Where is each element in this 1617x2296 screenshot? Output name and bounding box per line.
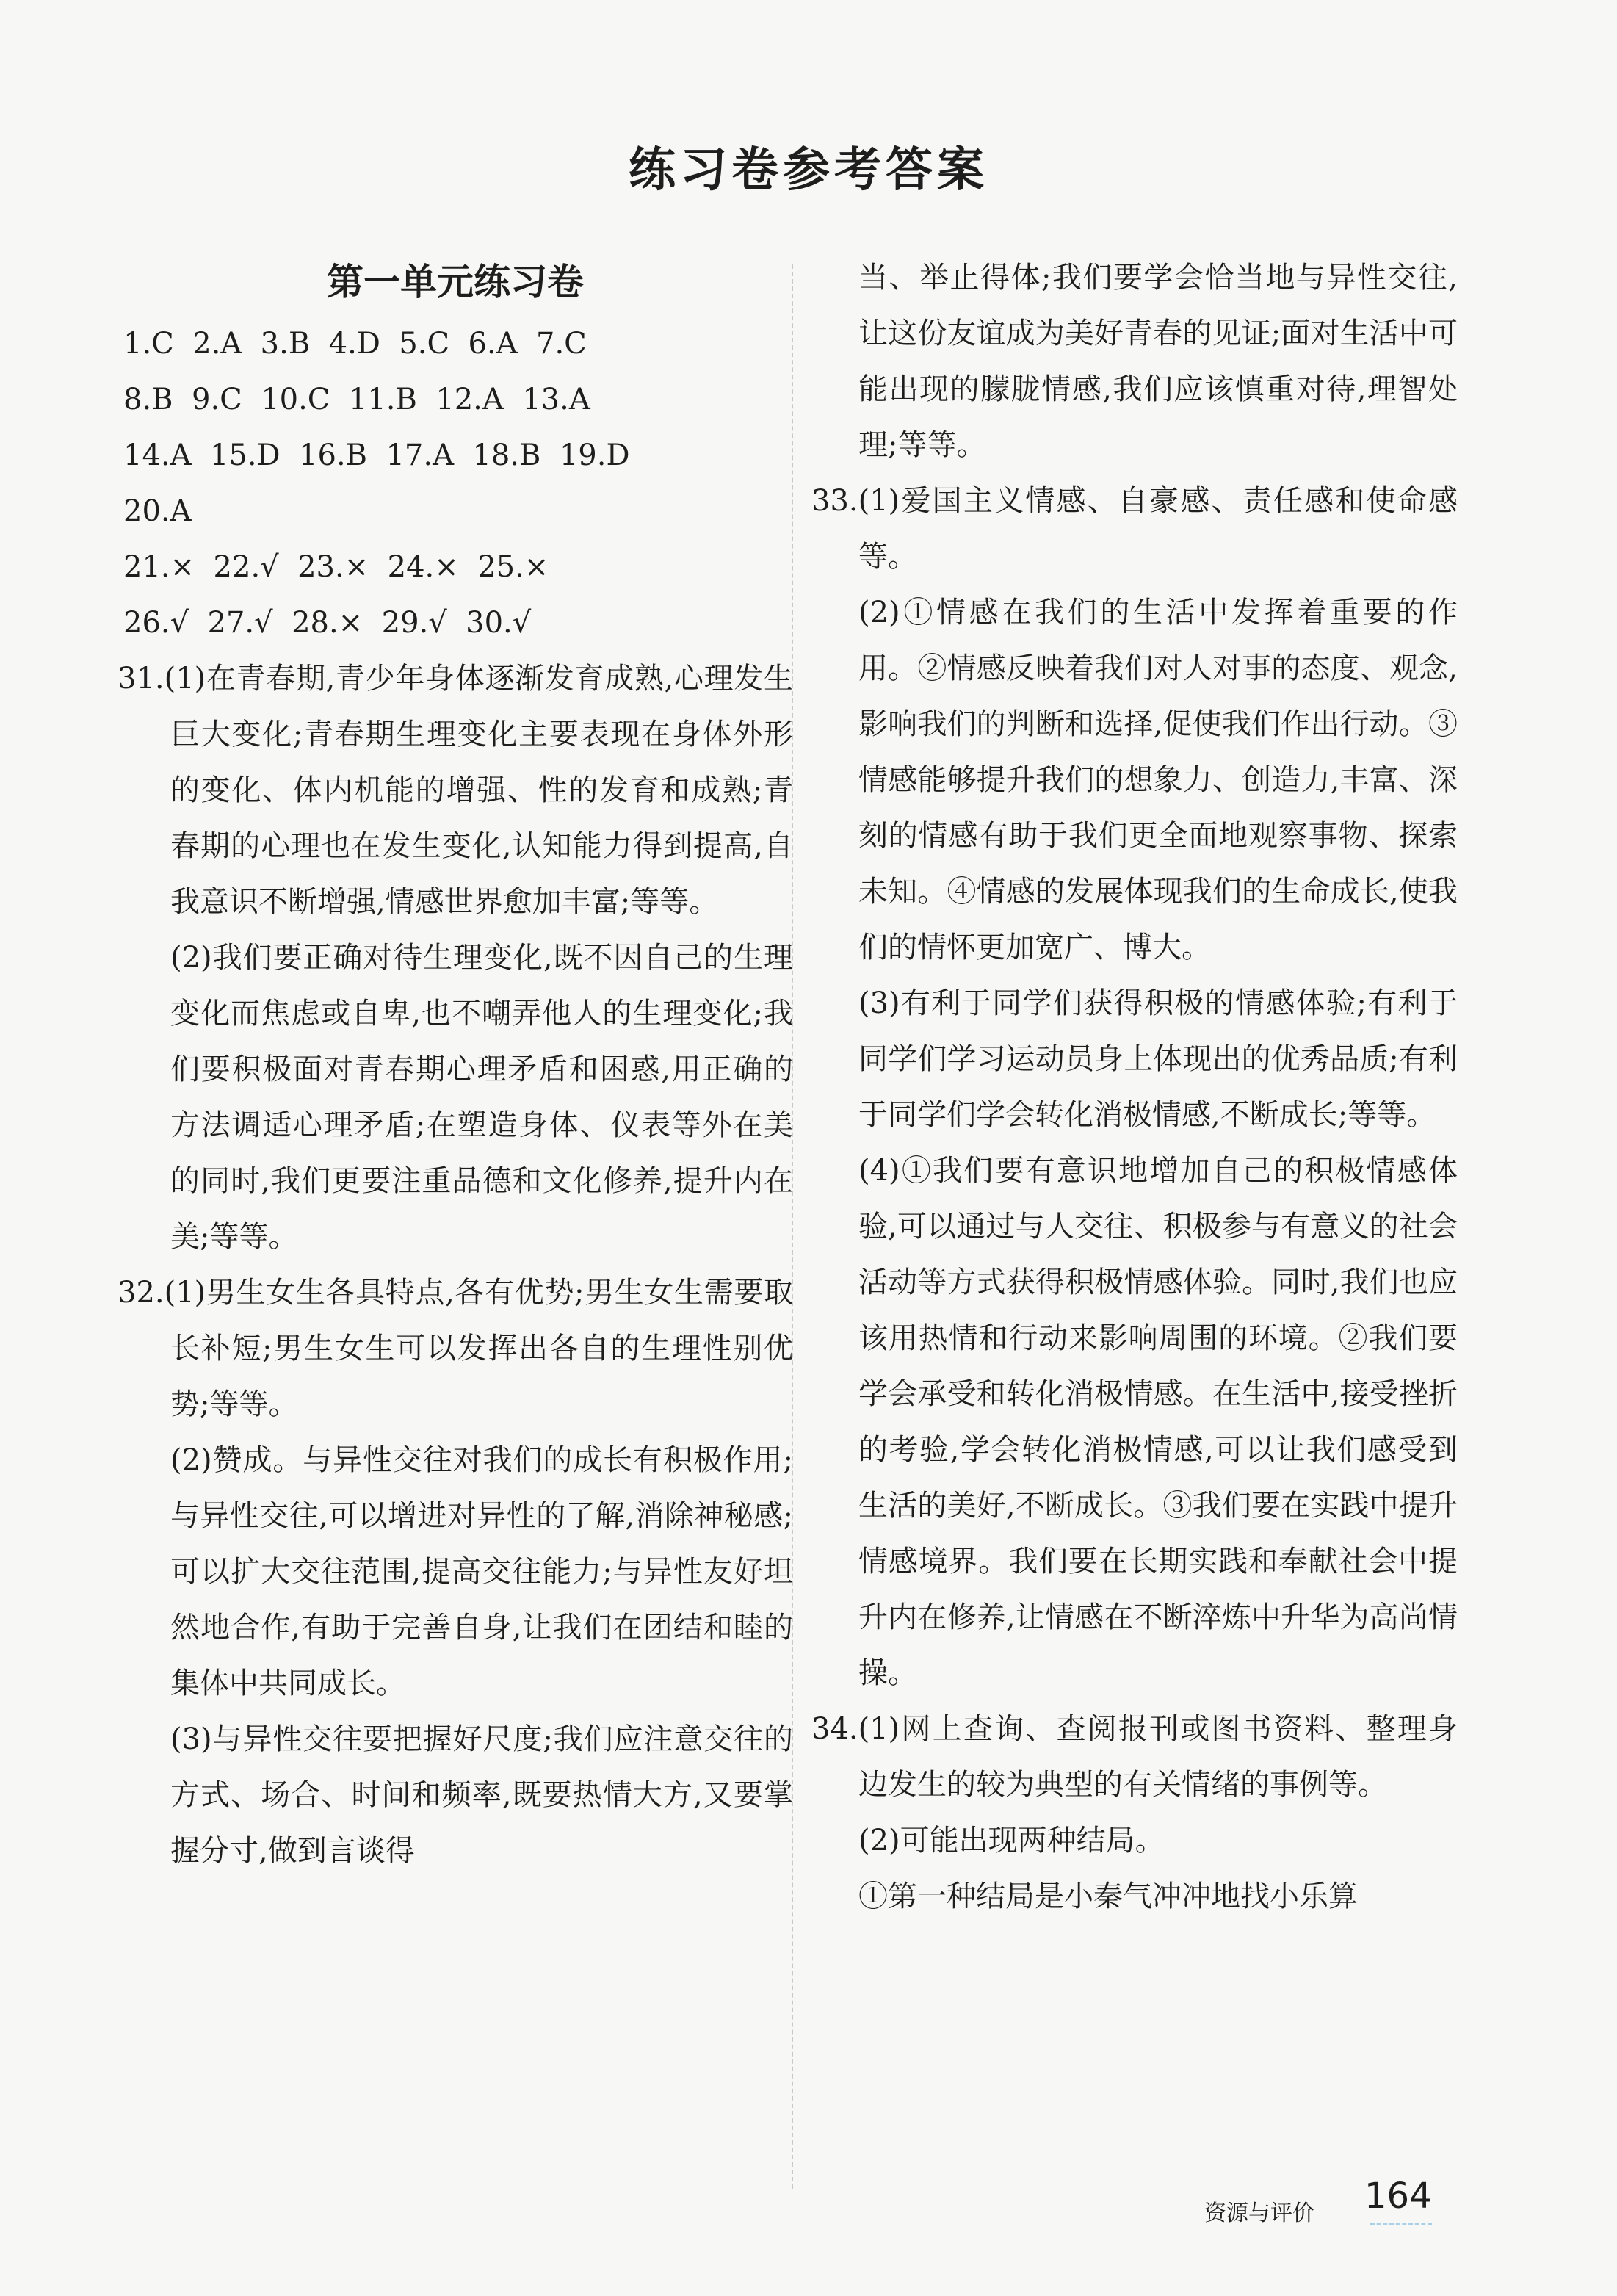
answer-row: 26.√ 27.√ 28.× 29.√ 30.√ [123,606,532,640]
q31-part2: (2)我们要正确对待生理变化,既不因自己的生理变化而焦虑或自卑,也不嘲弄他人的生理变化;我们要积极面对青春期心理矛盾和困惑,用正确的方法调适心理矛盾;在塑造身体、仪表等外在美的同时,我们更要注重品德和文化修养,提升内在美;等等。 [170,941,793,1254]
page-number: 164 [1364,2176,1432,2217]
answer-row: 20.A [123,494,192,528]
q31-part1: 31.(1)在青春期,青少年身体逐渐发育成熟,心理发生巨大变化;青春期生理变化主要表现在身体外形的变化、体内机能的增强、性的发育和成熟;青春期的心理也在发生变化,认知能力得到提高,自我意识不断增强,情感世界愈加丰富;等等。 [117,662,793,919]
q33-part1: 33.(1)爱国主义情感、自豪感、责任感和使命感等。 [811,484,1458,574]
answer-row: 8.B 9.C 10.C 11.B 12.A 13.A [123,383,590,416]
left-column [117,250,793,1879]
q32-part3-continued: 当、举止得体;我们要学会恰当地与异性交往,让这份友谊成为美好青春的见证;面对生活中可能出现的朦胧情感,我们应该慎重对待,理智处理;等等。 [858,261,1458,462]
q34-part1: 34.(1)网上查询、查阅报刊或图书资料、整理身边发生的较为典型的有关情绪的事例等。 [811,1712,1458,1802]
q34-part3: ①第一种结局是小秦气冲冲地找小乐算 [858,1880,1358,1913]
section-title: 第一单元练习卷 [327,261,584,303]
q32-part2: (2)赞成。与异性交往对我们的成长有积极作用;与异性交往,可以增进对异性的了解,消除神秘感;可以扩大交往范围,提高交往能力;与异性友好坦然地合作,有助于完善自身,让我们在团结和睦的集体中共同成长。 [170,1443,793,1700]
answer-row: 1.C 2.A 3.B 4.D 5.C 6.A 7.C [123,327,587,361]
right-column [811,250,1458,1924]
page-title: 练习卷参考答案 [629,143,988,198]
q33-part3: (3)有利于同学们获得积极的情感体验;有利于同学们学习运动员身上体现出的优秀品质;有利于同学们学会转化消极情感,不断成长;等等。 [858,986,1458,1132]
page-number-underline [1370,2223,1432,2225]
footer-label: 资源与评价 [1204,2201,1314,2226]
answer-row: 14.A 15.D 16.B 17.A 18.B 19.D [123,438,630,472]
q32-part3: (3)与异性交往要把握好尺度;我们应注意交往的方式、场合、时间和频率,既要热情大方,又要掌握分寸,做到言谈得 [170,1722,793,1868]
q33-part4: (4)①我们要有意识地增加自己的积极情感体验,可以通过与人交往、积极参与有意义的社会活动等方式获得积极情感体验。同时,我们也应该用热情和行动来影响周围的环境。②我们要学会承受和转化消极情感。在生活中,接受挫折的考验,学会转化消极情感,可以让我们感受到生活的美好,不断成长。③我们要在实践中提升情感境界。我们要在长期实践和奉献社会中提升内在修养,让情感在不断淬炼中升华为高尚情操。 [858,1154,1458,1690]
q34-part2: (2)可能出现两种结局。 [858,1824,1165,1858]
answer-row: 21.× 22.√ 23.× 24.× 25.× [123,550,549,584]
q32-part1: 32.(1)男生女生各具特点,各有优势;男生女生需要取长补短;男生女生可以发挥出各自的生理性别优势;等等。 [117,1276,793,1421]
q33-part2: (2)①情感在我们的生活中发挥着重要的作用。②情感反映着我们对人对事的态度、观念,影响我们的判断和选择,促使我们作出行动。③情感能够提升我们的想象力、创造力,丰富、深刻的情感有助于我们更全面地观察事物、探索未知。④情感的发展体现我们的生命成长,使我们的情怀更加宽广、博大。 [858,596,1458,964]
